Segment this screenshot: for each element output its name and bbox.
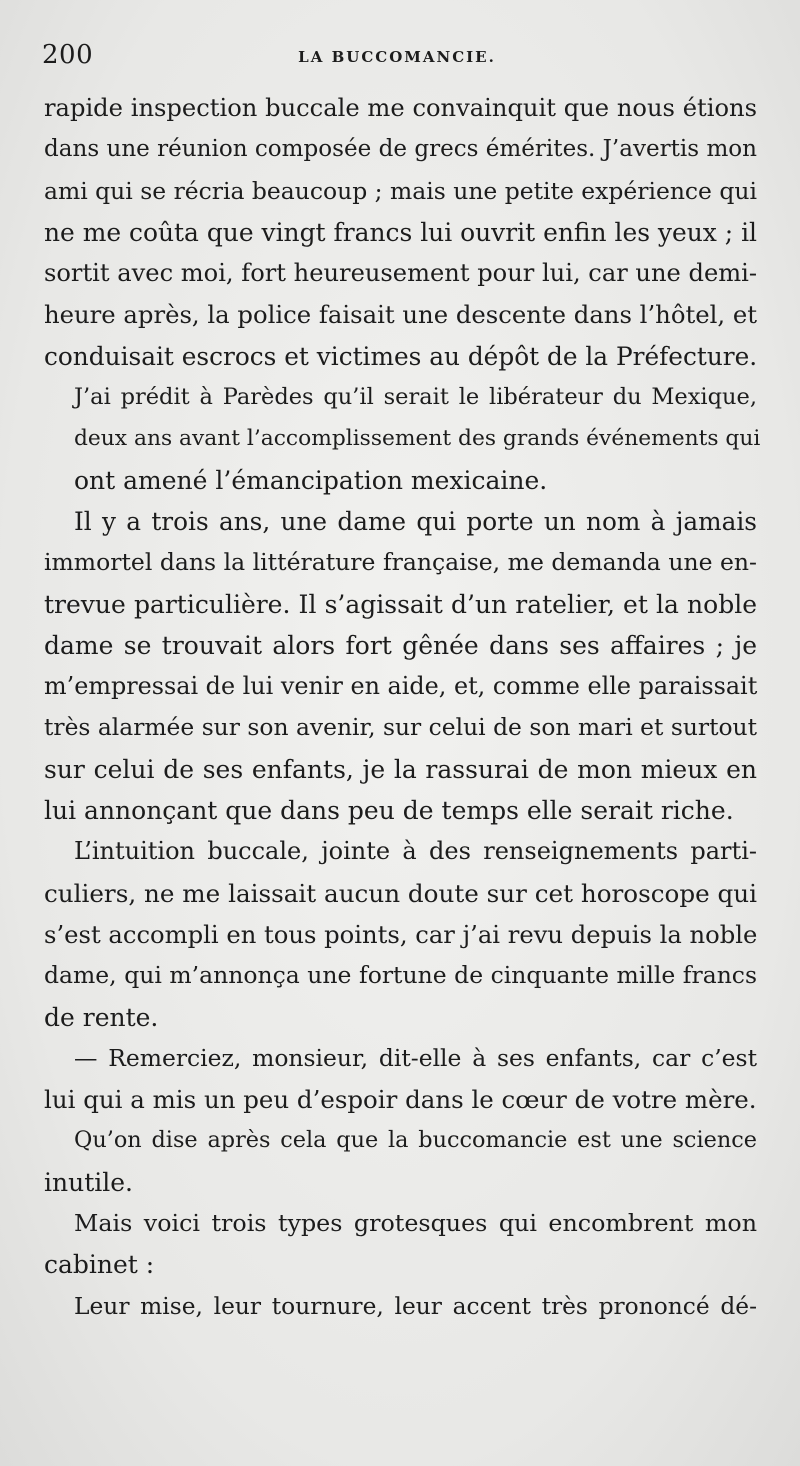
text-line: lui qui a mis un peu d’espoir dans le cœur de votre mère. <box>44 1085 757 1115</box>
text-line: Il y a trois ans, une dame qui porte un nom à jamais <box>74 506 757 536</box>
paragraph <box>44 1203 757 1286</box>
text-line: Leur mise, leur tournure, leur accent très prononcé dé- <box>74 1291 757 1320</box>
running-title: LA BUCCOMANCIE. <box>298 48 496 66</box>
page-header <box>42 40 752 76</box>
paragraph <box>44 831 757 1037</box>
paragraph <box>44 88 757 377</box>
text-line: très alarmée sur son avenir, sur celui de son mari et surtout <box>44 713 757 742</box>
paragraph <box>44 1286 757 1327</box>
text-line: inutile. <box>44 1167 133 1197</box>
text-line: immortel dans la littérature française, me demanda une en- <box>44 548 757 577</box>
text-line: sortit avec moi, fort heureusement pour lui, car une demi- <box>44 259 757 288</box>
text-line: conduisait escrocs et victimes au dépôt de la Préfecture. <box>44 341 758 371</box>
text-line: dame se trouvait alors fort gênée dans ses affaires ; je <box>44 630 757 660</box>
text-line: Qu’on dise après cela que la buccomancie est une science <box>74 1127 757 1154</box>
text-line: ne me coûta que vingt francs lui ouvrit enfin les yeux ; il <box>44 217 758 247</box>
text-line: de rente. <box>44 1002 159 1032</box>
text-line: culiers, ne me laissait aucun doute sur cet horoscope qui <box>44 878 757 908</box>
paragraph <box>44 377 761 501</box>
text-line: L’intuition buccale, jointe à des renseignements parti- <box>74 837 757 866</box>
text-line: heure après, la police faisait une descente dans l’hôtel, et <box>44 300 757 330</box>
text-line: dans une réunion composée de grecs émérites. J’avertis mon <box>44 136 758 163</box>
paragraph <box>44 1120 757 1203</box>
text-line: s’est accompli en tous points, car j’ai revu depuis la noble <box>44 919 758 949</box>
text-line: trevue particulière. Il s’agissait d’un ratelier, et la noble <box>44 589 757 619</box>
text-line: Mais voici trois types grotesques qui encombrent mon <box>74 1209 757 1238</box>
text-line: — Remerciez, monsieur, dit-elle à ses enfants, car c’est <box>74 1043 757 1072</box>
paragraph <box>44 1038 757 1121</box>
text-line: cabinet : <box>44 1250 155 1280</box>
body-text <box>44 88 761 1327</box>
text-line: J’ai prédit à Parèdes qu’il serait le libérateur du Mexique, <box>74 384 757 411</box>
text-line: m’empressai de lui venir en aide, et, comme elle paraissait <box>44 672 758 701</box>
text-line: ami qui se récria beaucoup ; mais une petite expérience qui <box>44 176 757 205</box>
text-line: ont amené l’émancipation mexicaine. <box>74 465 548 495</box>
text-line: deux ans avant l’accomplissement des grands événements qui <box>74 426 761 452</box>
page-number: 200 <box>42 40 94 70</box>
text-line: dame, qui m’annonça une fortune de cinquante mille francs <box>44 961 757 990</box>
text-line: sur celui de ses enfants, je la rassurai de mon mieux en <box>44 754 757 784</box>
text-line: lui annonçant que dans peu de temps elle serait riche. <box>44 796 734 826</box>
paragraph <box>44 501 757 831</box>
text-line: rapide inspection buccale me convainquit que nous étions <box>44 94 757 122</box>
